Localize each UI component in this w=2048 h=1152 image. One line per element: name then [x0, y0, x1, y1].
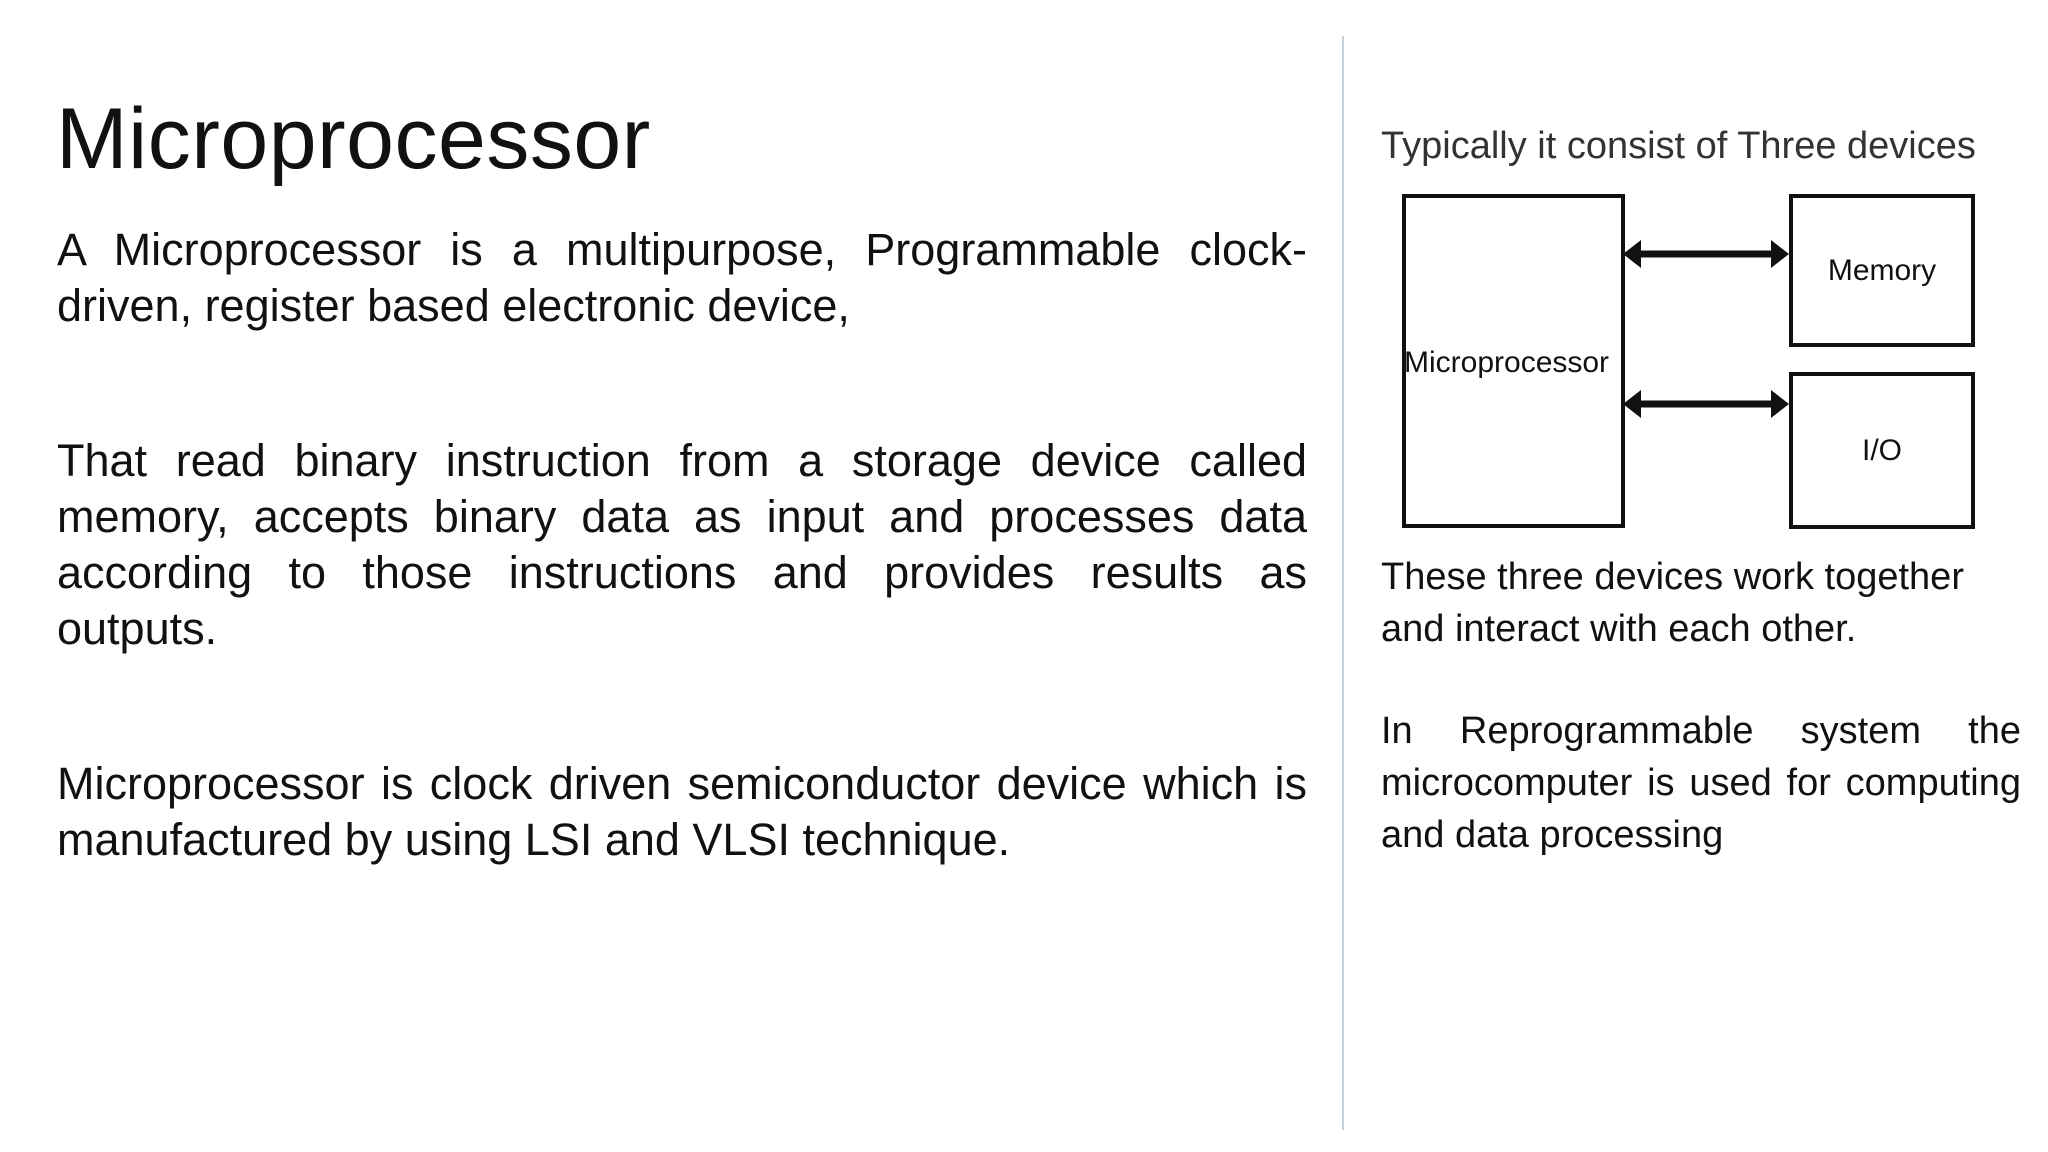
block-diagram [1381, 186, 2021, 536]
memory-block-label: Memory [1827, 253, 1937, 287]
memory-block [1789, 194, 1975, 347]
definition-paragraph: A Microprocessor is a multipurpose, Programmable clock-driven, register based electronic device, [57, 224, 1307, 331]
io-block [1789, 372, 1975, 529]
function-paragraph: That read binary instruction from a storage device called memory, accepts binary data as input and processes data according to those instructions and provides results as outputs. [57, 435, 1307, 654]
sidebar-heading: Typically it consist of Three devices [1381, 125, 1976, 167]
main-content [57, 222, 1307, 868]
column-divider [1342, 36, 1344, 1130]
sidebar-heading-area [1381, 122, 2021, 170]
technology-paragraph: Microprocessor is clock driven semiconductor device which is manufactured by using LSI and VLSI technique. [57, 758, 1307, 865]
io-block-label: I/O [1861, 433, 1902, 467]
reprogrammable-paragraph: In Reprogrammable system the microcomputer is used for computing and data processing [1381, 710, 2021, 856]
io-bidirectional-arrow [1623, 386, 1789, 422]
memory-bidirectional-arrow [1623, 236, 1789, 272]
slide-title: Microprocessor [56, 91, 651, 187]
microprocessor-block [1402, 194, 1625, 528]
microprocessor-block-label: Microprocessor [1404, 346, 1610, 379]
interaction-paragraph: These three devices work together and interact with each other. [1381, 556, 1964, 650]
